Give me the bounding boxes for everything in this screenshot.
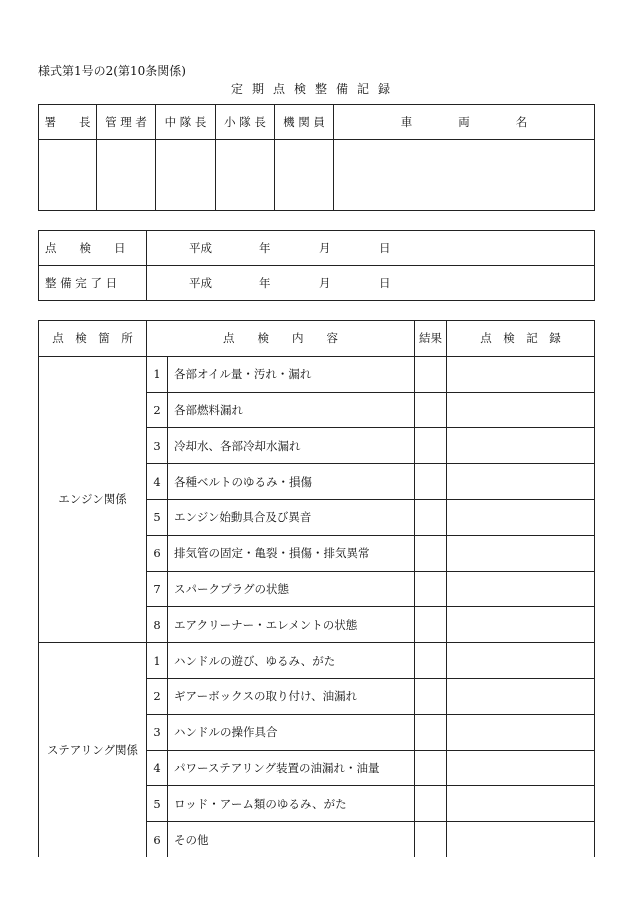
item-number: 2: [147, 392, 168, 428]
stamp-company-leader-box[interactable]: [156, 140, 216, 211]
item-number: 1: [147, 356, 168, 392]
item-text: ハンドルの遊び、ゆるみ、がた: [168, 643, 415, 679]
stamp-engineer-box[interactable]: [275, 140, 334, 211]
record-cell[interactable]: [447, 535, 595, 571]
document-title: 定期点検整備記録: [230, 82, 399, 96]
item-text: その他: [168, 822, 415, 858]
record-cell[interactable]: [447, 678, 595, 714]
record-cell[interactable]: [447, 392, 595, 428]
item-number: 8: [147, 607, 168, 643]
item-number: 6: [147, 822, 168, 858]
item-text: エアクリーナー・エレメントの状態: [168, 607, 415, 643]
record-header: 点 検 記 録: [447, 321, 595, 357]
completion-date-label: 整 備 完 了 日: [39, 266, 147, 301]
item-text: スパークプラグの状態: [168, 571, 415, 607]
item-number: 7: [147, 571, 168, 607]
day-label: 日: [379, 276, 391, 290]
item-text: 各種ベルトのゆるみ・損傷: [168, 464, 415, 500]
result-cell[interactable]: [415, 356, 447, 392]
item-text: 冷却水、各部冷却水漏れ: [168, 428, 415, 464]
result-cell[interactable]: [415, 571, 447, 607]
item-number: 5: [147, 786, 168, 822]
item-number: 4: [147, 750, 168, 786]
form-number: 様式第1号の2(第10条関係): [38, 64, 186, 78]
section-engine: エンジン関係: [39, 356, 147, 642]
era-label: 平成: [189, 276, 212, 290]
month-label: 月: [319, 276, 331, 290]
result-header: 結果: [415, 321, 447, 357]
section-steering: ステアリング関係: [39, 643, 147, 858]
header-vehicle-name: 車 両 名: [334, 105, 595, 140]
item-text: ギアーボックスの取り付け、油漏れ: [168, 678, 415, 714]
date-table: [38, 230, 595, 301]
record-cell[interactable]: [447, 643, 595, 679]
record-cell[interactable]: [447, 607, 595, 643]
record-cell[interactable]: [447, 499, 595, 535]
result-cell[interactable]: [415, 643, 447, 679]
result-cell[interactable]: [415, 499, 447, 535]
completion-date-field[interactable]: [147, 266, 595, 301]
era-label: 平成: [189, 241, 212, 255]
record-cell[interactable]: [447, 714, 595, 750]
record-cell[interactable]: [447, 464, 595, 500]
inspection-date-label: 点 検 日: [39, 231, 147, 266]
signature-table: [38, 104, 595, 211]
record-cell[interactable]: [447, 750, 595, 786]
result-cell[interactable]: [415, 822, 447, 858]
header-company-leader: 中 隊 長: [156, 105, 216, 140]
result-cell[interactable]: [415, 607, 447, 643]
month-label: 月: [319, 241, 331, 255]
stamp-chief-box[interactable]: [39, 140, 97, 211]
record-cell[interactable]: [447, 428, 595, 464]
item-number: 5: [147, 499, 168, 535]
item-number: 3: [147, 714, 168, 750]
record-cell[interactable]: [447, 786, 595, 822]
item-number: 2: [147, 678, 168, 714]
item-text: 排気管の固定・亀裂・損傷・排気異常: [168, 535, 415, 571]
result-cell[interactable]: [415, 750, 447, 786]
item-number: 4: [147, 464, 168, 500]
inspection-table: [38, 320, 595, 858]
stamp-platoon-leader-box[interactable]: [216, 140, 275, 211]
item-text: エンジン始動具合及び異音: [168, 499, 415, 535]
day-label: 日: [379, 241, 391, 255]
result-cell[interactable]: [415, 714, 447, 750]
content-header: 点 検 内 容: [147, 321, 415, 357]
item-number: 1: [147, 643, 168, 679]
page-bottom-margin: [0, 857, 630, 915]
location-header: 点 検 箇 所: [39, 321, 147, 357]
item-text: 各部オイル量・汚れ・漏れ: [168, 356, 415, 392]
item-text: パワーステアリング装置の油漏れ・油量: [168, 750, 415, 786]
year-label: 年: [259, 241, 271, 255]
item-number: 3: [147, 428, 168, 464]
item-text: ハンドルの操作具合: [168, 714, 415, 750]
table-row: [39, 643, 595, 679]
item-text: ロッド・アーム類のゆるみ、がた: [168, 786, 415, 822]
result-cell[interactable]: [415, 678, 447, 714]
item-text: 各部燃料漏れ: [168, 392, 415, 428]
table-row: [39, 356, 595, 392]
record-cell[interactable]: [447, 571, 595, 607]
result-cell[interactable]: [415, 392, 447, 428]
result-cell[interactable]: [415, 786, 447, 822]
record-cell[interactable]: [447, 822, 595, 858]
inspection-date-field[interactable]: [147, 231, 595, 266]
record-cell[interactable]: [447, 356, 595, 392]
year-label: 年: [259, 276, 271, 290]
header-engineer: 機 関 員: [275, 105, 334, 140]
header-platoon-leader: 小 隊 長: [216, 105, 275, 140]
header-chief: 署 長: [39, 105, 97, 140]
result-cell[interactable]: [415, 535, 447, 571]
header-manager: 管 理 者: [97, 105, 156, 140]
vehicle-name-box[interactable]: [334, 140, 595, 211]
result-cell[interactable]: [415, 428, 447, 464]
result-cell[interactable]: [415, 464, 447, 500]
stamp-manager-box[interactable]: [97, 140, 156, 211]
item-number: 6: [147, 535, 168, 571]
